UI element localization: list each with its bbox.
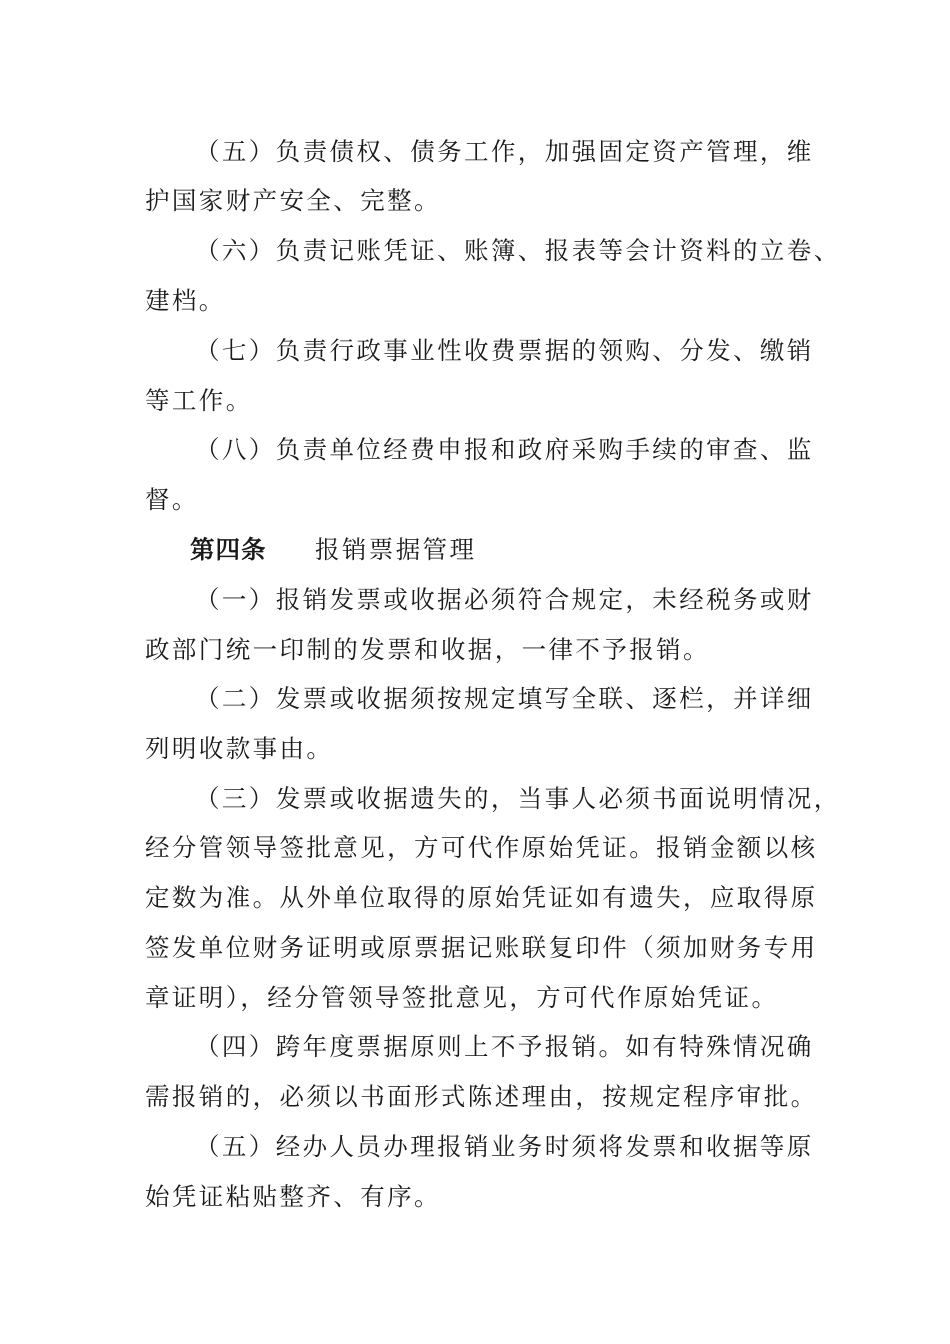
item1-line1: （一）报销发票或收据必须符合规定，未经税务或财: [195, 585, 814, 614]
item4-line2: 需报销的，必须以书面形式陈述理由，按规定程序审批。: [145, 1082, 818, 1111]
item5-line2: 始凭证粘贴整齐、有序。: [145, 1182, 441, 1211]
article4-title: 报销票据管理: [315, 535, 477, 564]
section5-line1: （五）负责债权、债务工作，加强固定资产管理，维: [195, 137, 814, 166]
section6-line2: 建档。: [145, 286, 226, 315]
item2-line2: 列明收款事由。: [145, 734, 334, 763]
section6-line1: （六）负责记账凭证、账簿、报表等会计资料的立卷、: [195, 236, 841, 265]
item3-line2: 经分管领导签批意见，方可代作原始凭证。报销金额以核: [145, 833, 818, 862]
item3-line1: （三）发票或收据遗失的，当事人必须书面说明情况，: [195, 784, 841, 813]
item2-line1: （二）发票或收据须按规定填写全联、逐栏，并详细: [195, 684, 814, 713]
item3-line5: 章证明），经分管领导签批意见，方可代作原始凭证。: [145, 983, 779, 1012]
section8-line1: （八）负责单位经费申报和政府采购手续的审查、监: [195, 435, 814, 464]
item3-line4: 签发单位财务证明或原票据记账联复印件（须加财务专用: [145, 933, 818, 962]
item3-line3: 定数为准。从外单位取得的原始凭证如有遗失，应取得原: [145, 883, 818, 912]
item5-line1: （五）经办人员办理报销业务时须将发票和收据等原: [195, 1132, 814, 1161]
section8-line2: 督。: [145, 485, 199, 514]
section7-line1: （七）负责行政事业性收费票据的领购、分发、缴销: [195, 336, 814, 365]
section7-line2: 等工作。: [145, 386, 253, 415]
section5-line2: 护国家财产安全、完整。: [145, 186, 441, 215]
item4-line1: （四）跨年度票据原则上不予报销。如有特殊情况确: [195, 1032, 814, 1061]
article4-label: 第四条: [190, 535, 267, 564]
item1-line2: 政部门统一印制的发票和收据，一律不予报销。: [145, 635, 710, 664]
